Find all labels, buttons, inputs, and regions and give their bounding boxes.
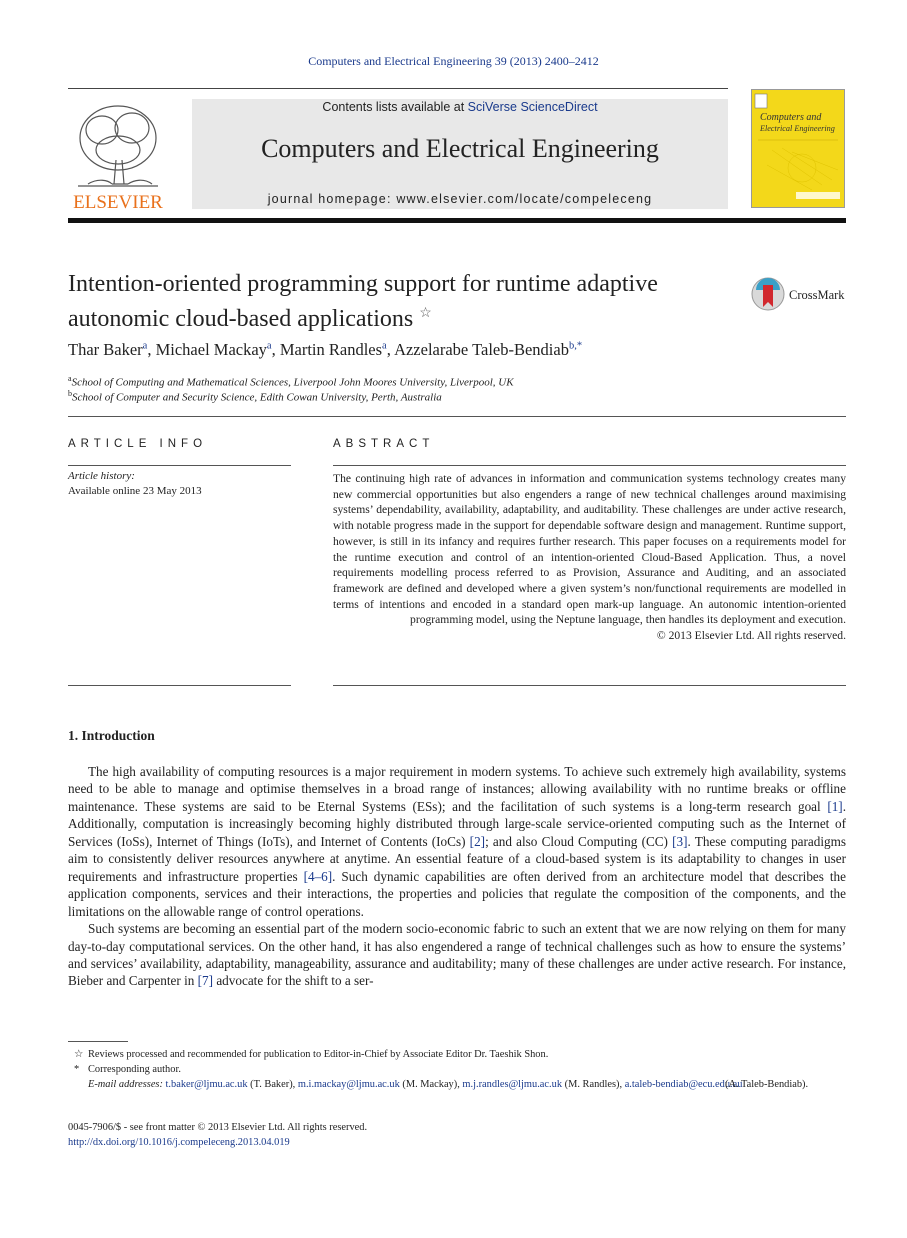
footnote-text: Reviews processed and recommended for publication to Editor-in-Chief by Associate Editor Dr. Taeshik Shon. — [88, 1049, 549, 1060]
author-list: Thar Baker$^a$, Michael Mackay$^a$, Martin Randles$^a$, Azzelarabe Taleb-Bendiab$^{b,*}$ — [68, 340, 583, 359]
footnote-title — [68, 1047, 846, 1062]
journal-name: Computers and Electrical Engineering — [261, 134, 659, 163]
email-link[interactable]: m.i.mackay@ljmu.ac.uk — [297, 1079, 400, 1090]
email-link[interactable]: t.baker@ljmu.ac.uk — [165, 1079, 248, 1090]
footnote-corresponding — [68, 1062, 846, 1077]
elsevier-tree-logo — [68, 100, 168, 210]
publisher-logo-text: ELSEVIER — [73, 192, 163, 210]
contents-prefix: Contents lists available at — [322, 100, 468, 114]
email-owner: (A. Taleb-Bendiab). — [725, 1079, 809, 1090]
footnotes — [68, 1047, 846, 1092]
footnote-star-mark: ☆ — [74, 1049, 84, 1060]
article-title-line1: Intention-oriented programming support for runtime adaptive — [68, 271, 658, 297]
abstract-bottom-rule — [333, 685, 846, 686]
footnote-emails: E-mail addresses: t.baker@ljmu.ac.uk (T. Baker), m.i.mackay@ljmu.ac.uk (M. Mackay), m.j.randles@ljmu.ac.uk (M. Randles), a.taleb-bendiab@ecu.edu.au (A. Taleb-Bendiab). — [88, 1079, 809, 1090]
citation-ref-link[interactable]: [4–6] — [303, 868, 333, 884]
email-link[interactable]: m.j.randles@ljmu.ac.uk — [462, 1079, 563, 1090]
journal-cover-thumbnail[interactable] — [751, 89, 845, 208]
crossmark-badge[interactable] — [751, 276, 847, 312]
author-affiliation-mark[interactable]: a — [382, 340, 387, 352]
body-paragraph — [68, 920, 846, 990]
issn-line: 0045-7906/$ - see front matter © 2013 Elsevier Ltd. All rights reserved. — [68, 1122, 368, 1133]
journal-citation[interactable]: Computers and Electrical Engineering 39 (2013) 2400–2412 — [308, 54, 599, 68]
abstract-copyright: © 2013 Elsevier Ltd. All rights reserved. — [656, 629, 846, 643]
citation-ref-link[interactable]: [1] — [827, 798, 843, 814]
body-text: . Additionally, computation is increasingly becoming highly distributed through large-scale service-oriented computing such as the Internet of Services (IoSs), Internet of Things (IoTs), and Internet of Contents (IoCs) — [68, 798, 846, 849]
body-text: The high availability of computing resources is a major requirement in modern systems. To achieve such extremely high availability, systems need to be able to manage and optimise themselves in a broad range of instances; allowing availability with no runtime breaks or offline maintenance. These systems are said to be Eternal Systems (ESs); and the facilitation of such systems is a long-term research goal — [68, 764, 846, 814]
author-name: Thar Baker — [68, 340, 143, 359]
email-label: E-mail addresses: — [88, 1079, 163, 1090]
email-owner: (M. Randles) — [564, 1079, 620, 1090]
author-affiliation-mark[interactable]: b,* — [568, 340, 583, 352]
cover-title-line1: Computers and — [760, 112, 822, 123]
author-name: Azzelarabe Taleb-Bendiab — [394, 340, 569, 359]
article-info-rule — [68, 465, 291, 466]
homepage-prefix: journal homepage: — [267, 192, 397, 206]
citation-ref-link[interactable]: [2] — [469, 833, 486, 849]
author-affiliation-mark[interactable]: a — [142, 340, 148, 352]
affiliation-mark: a — [68, 374, 72, 383]
article-info-heading: ARTICLE INFO — [68, 438, 208, 450]
body-text: . These computing paradigms aim to consistently deliver resources anywhere at anytime. An essential feature of a cloud-based system is its adaptability to changes in user requirements and infrastructure properties — [68, 833, 846, 884]
crossmark-label: CrossMark — [789, 288, 845, 302]
body-text: ; and also Cloud Computing (CC) — [485, 833, 673, 849]
abstract-heading: ABSTRACT — [333, 438, 435, 450]
introduction-body — [68, 763, 846, 990]
article-info-bottom-rule — [68, 685, 291, 686]
abstract-body: The continuing high rate of advances in information and communication systems technology creates many new commercial opportunities but also engenders a range of new technical challenges around maximising systems’ dependability, availability, adaptability, and auditability. These challenges are under active research, with notable progress made in the support for dependable software design and management. Runtime support, however, is still in its infancy and requires further research. This paper focuses on a requirements model for the runtime execution and control of an intention-oriented Cloud-Based Application. Thus, a novel requirements modelling process referred to as Provision, Assurance and Auditing, and an associated framework are defined and developed where a given system’s non/functional requirements are modelled in terms of intentions and encoded in a standard open mark-up language. An autonomic intention-oriented programming model, using the Neptune language, then handles its deployment and execution. — [333, 472, 846, 627]
body-paragraph — [68, 763, 846, 920]
affiliation-a — [68, 374, 514, 389]
homepage-line — [192, 192, 728, 206]
author-name: Martin Randles — [279, 340, 383, 359]
email-owner: (T. Baker) — [250, 1079, 293, 1090]
affiliation-text: School of Computing and Mathematical Sciences, Liverpool John Moores University, Liverpool, UK — [71, 376, 514, 389]
affiliation-b — [68, 389, 442, 404]
citation-ref-link[interactable]: [7] — [197, 973, 214, 989]
cover-art — [752, 90, 844, 207]
title-footnote-mark[interactable]: ☆ — [419, 306, 432, 321]
header-thick-rule — [68, 218, 846, 223]
body-text: Such systems are becoming an essential part of the modern socio-economic fabric to such an extent that we are now relying on them for many day-to-day computational services. On the other hand, it has also engendered a range of technical challenges such as how to ensure the systems’ and services’ availability, adaptability, manageability, assurance and auditability; many of these challenges are under active research. For instance, Bieber and Carpenter in — [68, 921, 846, 989]
affiliation-rule — [68, 416, 846, 417]
article-history-label: Article history: — [68, 470, 135, 482]
header-top-rule — [68, 88, 728, 89]
footnote-asterisk-mark: * — [74, 1064, 80, 1075]
citation-ref-link[interactable]: [3] — [672, 833, 688, 849]
email-owner: (M. Mackay) — [402, 1079, 458, 1090]
body-text: advocate for the shift to a ser- — [213, 973, 374, 989]
contents-line — [192, 100, 728, 114]
footnote-rule — [68, 1041, 128, 1042]
cover-title-line2: Electrical Engineering — [760, 124, 835, 133]
article-history-value: Available online 23 May 2013 — [68, 485, 202, 497]
affiliation-mark: b — [68, 389, 72, 398]
abstract-text — [333, 471, 846, 644]
affiliation-text: School of Computer and Security Science, Edith Cowan University, Perth, Australia — [72, 391, 442, 404]
homepage-url[interactable]: www.elsevier.com/locate/compeleceng — [396, 192, 653, 206]
crossmark-icon — [751, 276, 847, 312]
email-link[interactable]: a.taleb-bendiab@ecu.edu.au — [624, 1079, 743, 1090]
author-affiliation-mark[interactable]: a — [266, 340, 272, 352]
doi-link[interactable]: http://dx.doi.org/10.1016/j.compeleceng.2013.04.019 — [68, 1137, 290, 1148]
footnote-text: Corresponding author. — [88, 1064, 181, 1075]
section-heading-introduction: 1. Introduction — [68, 728, 155, 743]
article-title-line2: autonomic cloud-based applications — [68, 306, 414, 332]
article-title — [68, 270, 728, 334]
sciencedirect-link[interactable]: SciVerse ScienceDirect — [467, 100, 598, 114]
author-name: Michael Mackay — [155, 340, 267, 359]
body-text: . Such dynamic capabilities are often derived from an architecture model that describes the application components, services and their interactions, the properties and policies that regulate the composition of the components, and the limitations on the allowable range of control operations. — [68, 868, 846, 919]
abstract-rule — [333, 465, 846, 466]
